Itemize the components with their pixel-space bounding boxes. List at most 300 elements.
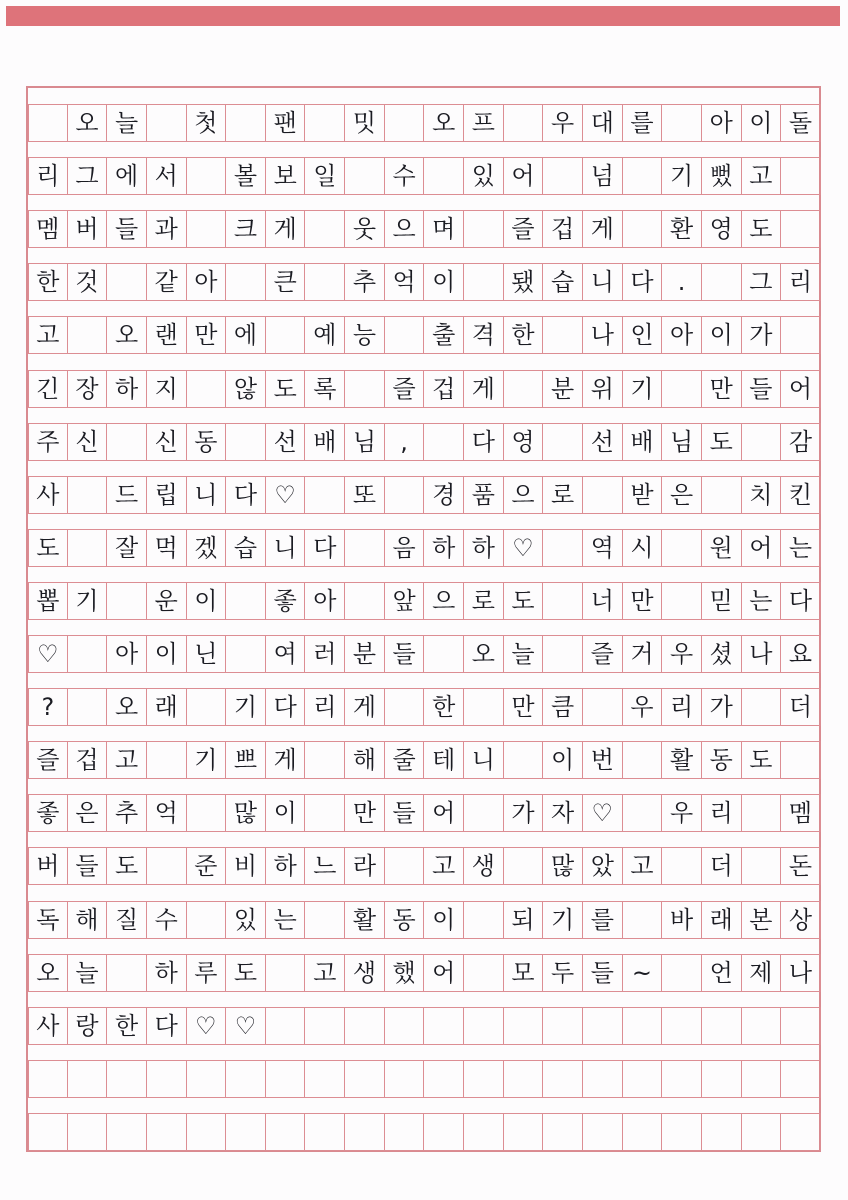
manuscript-cell: 다 — [464, 423, 504, 461]
manuscript-cell: 쁘 — [226, 741, 266, 779]
manuscript-row — [28, 901, 821, 939]
manuscript-cell: 같 — [147, 263, 187, 301]
manuscript-cell: 겠 — [187, 529, 227, 567]
manuscript-cell: 활 — [345, 901, 385, 939]
manuscript-cell: 이 — [424, 901, 464, 939]
manuscript-cell: 돌 — [781, 104, 821, 142]
manuscript-cell — [583, 476, 623, 514]
manuscript-cell: 이 — [187, 582, 227, 620]
manuscript-cell: 가 — [504, 794, 544, 832]
manuscript-cell: 영 — [504, 423, 544, 461]
manuscript-cell: 으 — [424, 582, 464, 620]
manuscript-row — [28, 847, 821, 885]
manuscript-cell: ♡ — [28, 635, 68, 673]
manuscript-cell: 리 — [662, 688, 702, 726]
manuscript-cell: 추 — [345, 263, 385, 301]
manuscript-cell: 느 — [305, 847, 345, 885]
manuscript-cell — [504, 741, 544, 779]
manuscript-cell — [187, 901, 227, 939]
manuscript-cell: 선 — [583, 423, 623, 461]
manuscript-cell: 니 — [464, 741, 504, 779]
manuscript-cell: 시 — [623, 529, 663, 567]
manuscript-cell: 겁 — [424, 370, 464, 408]
manuscript-cell: 는 — [781, 529, 821, 567]
manuscript-cell — [662, 529, 702, 567]
manuscript-cell — [583, 688, 623, 726]
manuscript-cell: 게 — [266, 741, 306, 779]
manuscript-cell: 아 — [662, 316, 702, 354]
manuscript-cell — [147, 847, 187, 885]
manuscript-cell: ♡ — [504, 529, 544, 567]
manuscript-cell: 긴 — [28, 370, 68, 408]
manuscript-cell: 고 — [28, 316, 68, 354]
manuscript-cell: 립 — [147, 476, 187, 514]
manuscript-cell — [623, 210, 663, 248]
manuscript-cell: . — [662, 263, 702, 301]
manuscript-cell — [147, 104, 187, 142]
manuscript-cell — [68, 1060, 108, 1098]
manuscript-cell — [226, 1060, 266, 1098]
manuscript-cell: 만 — [623, 582, 663, 620]
manuscript-cell: 그 — [68, 157, 108, 195]
manuscript-cell — [662, 847, 702, 885]
manuscript-cell — [742, 423, 782, 461]
manuscript-cell: 늘 — [504, 635, 544, 673]
manuscript-cell — [187, 688, 227, 726]
manuscript-cell: 품 — [464, 476, 504, 514]
manuscript-cell: 으 — [385, 210, 425, 248]
manuscript-cell: 즐 — [385, 370, 425, 408]
manuscript-cell: 은 — [662, 476, 702, 514]
manuscript-cell: 환 — [662, 210, 702, 248]
manuscript-cell: 니 — [266, 529, 306, 567]
manuscript-cell — [543, 582, 583, 620]
manuscript-cell — [385, 1060, 425, 1098]
manuscript-cell: 이 — [742, 104, 782, 142]
manuscript-cell: 한 — [107, 1007, 147, 1045]
manuscript-cell — [702, 1007, 742, 1045]
manuscript-cell: 가 — [742, 316, 782, 354]
manuscript-cell — [583, 1007, 623, 1045]
manuscript-cell: ♡ — [266, 476, 306, 514]
manuscript-cell: 나 — [583, 316, 623, 354]
manuscript-cell — [345, 1113, 385, 1151]
manuscript-cell: 오 — [28, 954, 68, 992]
manuscript-cell: 다 — [147, 1007, 187, 1045]
manuscript-cell — [345, 1007, 385, 1045]
manuscript-cell — [543, 423, 583, 461]
manuscript-row — [28, 210, 821, 248]
manuscript-cell: 프 — [464, 104, 504, 142]
manuscript-cell: 했 — [385, 954, 425, 992]
manuscript-cell: 늘 — [107, 104, 147, 142]
manuscript-cell — [424, 635, 464, 673]
manuscript-cell — [305, 1060, 345, 1098]
manuscript-cell — [464, 210, 504, 248]
manuscript-cell: 생 — [464, 847, 504, 885]
manuscript-cell: 수 — [385, 157, 425, 195]
manuscript-cell: 게 — [345, 688, 385, 726]
manuscript-cell: 영 — [702, 210, 742, 248]
manuscript-row — [28, 263, 821, 301]
manuscript-cell: 독 — [28, 901, 68, 939]
manuscript-cell: 하 — [107, 370, 147, 408]
manuscript-cell — [68, 316, 108, 354]
manuscript-cell — [662, 1113, 702, 1151]
manuscript-cell — [385, 476, 425, 514]
manuscript-cell: 즐 — [28, 741, 68, 779]
manuscript-cell: 들 — [107, 210, 147, 248]
manuscript-cell: 습 — [226, 529, 266, 567]
manuscript-cell: 한 — [504, 316, 544, 354]
manuscript-cell: 로 — [543, 476, 583, 514]
manuscript-cell: 믿 — [702, 582, 742, 620]
manuscript-cell: 드 — [107, 476, 147, 514]
manuscript-cell: 를 — [583, 901, 623, 939]
manuscript-cell — [187, 1113, 227, 1151]
manuscript-cell: 억 — [147, 794, 187, 832]
manuscript-cell: 장 — [68, 370, 108, 408]
manuscript-cell: 치 — [742, 476, 782, 514]
manuscript-cell: 지 — [147, 370, 187, 408]
manuscript-cell: 예 — [305, 316, 345, 354]
manuscript-row — [28, 316, 821, 354]
manuscript-cell — [781, 1060, 821, 1098]
manuscript-cell: 되 — [504, 901, 544, 939]
manuscript-cell — [424, 157, 464, 195]
manuscript-cell — [385, 316, 425, 354]
manuscript-cell: 오 — [107, 688, 147, 726]
manuscript-cell: 며 — [424, 210, 464, 248]
manuscript-cell: 팬 — [266, 104, 306, 142]
manuscript-cell: 즐 — [504, 210, 544, 248]
manuscript-cell: 분 — [543, 370, 583, 408]
manuscript-cell: 하 — [266, 847, 306, 885]
manuscript-cell — [107, 1113, 147, 1151]
manuscript-cell: 볼 — [226, 157, 266, 195]
manuscript-cell — [623, 1060, 663, 1098]
manuscript-cell — [147, 741, 187, 779]
manuscript-cell: 기 — [623, 370, 663, 408]
manuscript-cell — [623, 741, 663, 779]
manuscript-cell — [345, 370, 385, 408]
manuscript-cell — [504, 1113, 544, 1151]
manuscript-cell: 이 — [424, 263, 464, 301]
manuscript-cell: 아 — [702, 104, 742, 142]
manuscript-cell: 신 — [68, 423, 108, 461]
manuscript-cell: 이 — [702, 316, 742, 354]
manuscript-cell: 능 — [345, 316, 385, 354]
manuscript-cell: 수 — [147, 901, 187, 939]
manuscript-cell — [385, 104, 425, 142]
manuscript-cell: 만 — [187, 316, 227, 354]
manuscript-row — [28, 635, 821, 673]
manuscript-cell: 셨 — [702, 635, 742, 673]
manuscript-cell: 들 — [385, 794, 425, 832]
manuscript-cell: 주 — [28, 423, 68, 461]
manuscript-cell: 추 — [107, 794, 147, 832]
manuscript-cell — [107, 582, 147, 620]
manuscript-row — [28, 370, 821, 408]
manuscript-cell — [305, 901, 345, 939]
manuscript-cell — [424, 1060, 464, 1098]
manuscript-cell — [305, 1007, 345, 1045]
manuscript-cell: 하 — [464, 529, 504, 567]
manuscript-cell: 니 — [187, 476, 227, 514]
manuscript-cell: ♡ — [226, 1007, 266, 1045]
manuscript-cell: 출 — [424, 316, 464, 354]
manuscript-cell: 고 — [305, 954, 345, 992]
manuscript-cell — [147, 1060, 187, 1098]
manuscript-cell — [226, 423, 266, 461]
manuscript-cell — [187, 210, 227, 248]
manuscript-cell — [504, 1007, 544, 1045]
manuscript-cell — [464, 1007, 504, 1045]
manuscript-cell — [504, 104, 544, 142]
manuscript-cell — [424, 1007, 464, 1045]
manuscript-cell: 배 — [305, 423, 345, 461]
manuscript-cell — [742, 1060, 782, 1098]
manuscript-cell: 먹 — [147, 529, 187, 567]
manuscript-cell: 큰 — [266, 263, 306, 301]
manuscript-cell: 오 — [464, 635, 504, 673]
manuscript-cell: 하 — [424, 529, 464, 567]
manuscript-cell — [543, 635, 583, 673]
manuscript-cell: 아 — [107, 635, 147, 673]
manuscript-cell: 거 — [623, 635, 663, 673]
manuscript-cell: 많 — [226, 794, 266, 832]
manuscript-cell — [305, 794, 345, 832]
manuscript-cell: 감 — [781, 423, 821, 461]
manuscript-cell — [662, 104, 702, 142]
manuscript-cell: 오 — [68, 104, 108, 142]
manuscript-cell: 돈 — [781, 847, 821, 885]
manuscript-cell: 너 — [583, 582, 623, 620]
manuscript-cell: 즐 — [583, 635, 623, 673]
manuscript-cell: 넘 — [583, 157, 623, 195]
manuscript-cell: 하 — [147, 954, 187, 992]
manuscript-cell — [543, 1007, 583, 1045]
manuscript-cell — [583, 1060, 623, 1098]
manuscript-cell: 만 — [345, 794, 385, 832]
manuscript-cell: 도 — [266, 370, 306, 408]
manuscript-cell: 위 — [583, 370, 623, 408]
manuscript-cell: 고 — [742, 157, 782, 195]
manuscript-cell — [781, 1113, 821, 1151]
manuscript-cell: 다 — [305, 529, 345, 567]
manuscript-cell: 로 — [464, 582, 504, 620]
manuscript-cell: 러 — [305, 635, 345, 673]
manuscript-cell: 선 — [266, 423, 306, 461]
manuscript-cell — [781, 741, 821, 779]
manuscript-row — [28, 794, 821, 832]
manuscript-row — [28, 1060, 821, 1098]
manuscript-cell — [504, 847, 544, 885]
manuscript-cell — [583, 1113, 623, 1151]
manuscript-cell: 니 — [583, 263, 623, 301]
manuscript-cell: 에 — [107, 157, 147, 195]
manuscript-cell — [226, 582, 266, 620]
manuscript-cell: 본 — [742, 901, 782, 939]
manuscript-cell — [147, 1113, 187, 1151]
manuscript-cell — [623, 157, 663, 195]
manuscript-cell: 억 — [385, 263, 425, 301]
manuscript-cell: 기 — [68, 582, 108, 620]
manuscript-cell: 도 — [742, 210, 782, 248]
manuscript-cell: 킨 — [781, 476, 821, 514]
manuscript-cell: 좋 — [266, 582, 306, 620]
manuscript-cell: 밋 — [345, 104, 385, 142]
manuscript-cell: 에 — [226, 316, 266, 354]
manuscript-cell: 들 — [68, 847, 108, 885]
manuscript-cell: 버 — [28, 847, 68, 885]
manuscript-cell — [385, 847, 425, 885]
manuscript-cell: 는 — [742, 582, 782, 620]
manuscript-cell: 게 — [464, 370, 504, 408]
manuscript-cell: 배 — [623, 423, 663, 461]
manuscript-cell: 테 — [424, 741, 464, 779]
manuscript-row — [28, 688, 821, 726]
manuscript-cell: 기 — [226, 688, 266, 726]
manuscript-cell — [107, 423, 147, 461]
manuscript-cell — [464, 1060, 504, 1098]
manuscript-cell: 오 — [424, 104, 464, 142]
manuscript-cell — [543, 1113, 583, 1151]
manuscript-cell: 우 — [662, 635, 702, 673]
manuscript-cell — [187, 370, 227, 408]
manuscript-cell — [266, 1060, 306, 1098]
manuscript-cell: 도 — [28, 529, 68, 567]
manuscript-cell: 좋 — [28, 794, 68, 832]
manuscript-cell: 신 — [147, 423, 187, 461]
manuscript-cell — [68, 635, 108, 673]
manuscript-cell: 래 — [147, 688, 187, 726]
manuscript-cell — [28, 1113, 68, 1151]
manuscript-cell: 해 — [68, 901, 108, 939]
manuscript-cell — [543, 157, 583, 195]
manuscript-cell: 는 — [266, 901, 306, 939]
manuscript-cell — [424, 1113, 464, 1151]
manuscript-cell — [623, 1007, 663, 1045]
manuscript-cell: 닌 — [187, 635, 227, 673]
manuscript-cell: 있 — [226, 901, 266, 939]
manuscript-cell: 질 — [107, 901, 147, 939]
manuscript-cell — [107, 263, 147, 301]
manuscript-cell: 줄 — [385, 741, 425, 779]
manuscript-cell — [742, 847, 782, 885]
manuscript-cell — [464, 263, 504, 301]
manuscript-cell — [662, 1007, 702, 1045]
manuscript-cell — [662, 1060, 702, 1098]
manuscript-cell: 많 — [543, 847, 583, 885]
manuscript-cell: 바 — [662, 901, 702, 939]
manuscript-cell — [68, 1113, 108, 1151]
manuscript-cell — [345, 1060, 385, 1098]
manuscript-cell: , — [385, 423, 425, 461]
manuscript-cell: 고 — [623, 847, 663, 885]
manuscript-cell: 생 — [345, 954, 385, 992]
manuscript-cell — [543, 1060, 583, 1098]
manuscript-cell: 요 — [781, 635, 821, 673]
manuscript-cell — [781, 1007, 821, 1045]
manuscript-cell: 잘 — [107, 529, 147, 567]
manuscript-cell: 어 — [781, 370, 821, 408]
manuscript-cell: 우 — [543, 104, 583, 142]
manuscript-cell: 것 — [68, 263, 108, 301]
manuscript-cell: 았 — [583, 847, 623, 885]
manuscript-cell: 겁 — [68, 741, 108, 779]
manuscript-cell — [187, 157, 227, 195]
manuscript-cell: 라 — [345, 847, 385, 885]
manuscript-cell — [266, 1113, 306, 1151]
manuscript-cell: 고 — [107, 741, 147, 779]
manuscript-cell — [68, 688, 108, 726]
manuscript-cell: 이 — [147, 635, 187, 673]
manuscript-cell — [702, 263, 742, 301]
manuscript-cell: 한 — [28, 263, 68, 301]
manuscript-cell — [266, 1007, 306, 1045]
manuscript-cell: 랜 — [147, 316, 187, 354]
manuscript-cell — [742, 1113, 782, 1151]
manuscript-cell — [662, 370, 702, 408]
manuscript-cell: 원 — [702, 529, 742, 567]
manuscript-cell: 이 — [543, 741, 583, 779]
manuscript-row — [28, 954, 821, 992]
manuscript-cell — [305, 1113, 345, 1151]
manuscript-cell — [385, 688, 425, 726]
manuscript-cell — [187, 794, 227, 832]
manuscript-cell — [345, 582, 385, 620]
manuscript-cell: 를 — [623, 104, 663, 142]
manuscript-cell: 만 — [702, 370, 742, 408]
manuscript-cell: 격 — [464, 316, 504, 354]
manuscript-cell: 아 — [305, 582, 345, 620]
manuscript-cell — [68, 529, 108, 567]
manuscript-cell — [464, 954, 504, 992]
manuscript-cell: 버 — [68, 210, 108, 248]
manuscript-cell — [543, 316, 583, 354]
manuscript-cell: 다 — [623, 263, 663, 301]
manuscript-cell: 활 — [662, 741, 702, 779]
manuscript-cell — [345, 529, 385, 567]
manuscript-cell: 들 — [385, 635, 425, 673]
manuscript-cell: 음 — [385, 529, 425, 567]
manuscript-cell: 게 — [266, 210, 306, 248]
manuscript-cell: 루 — [187, 954, 227, 992]
manuscript-cell — [226, 1113, 266, 1151]
manuscript-cell: 두 — [543, 954, 583, 992]
manuscript-cell — [702, 476, 742, 514]
manuscript-cell — [742, 1007, 782, 1045]
header-band — [6, 6, 840, 26]
manuscript-cell — [623, 901, 663, 939]
manuscript-cell: 나 — [742, 635, 782, 673]
manuscript-cell: 해 — [345, 741, 385, 779]
manuscript-cell: 님 — [345, 423, 385, 461]
manuscript-cell: 분 — [345, 635, 385, 673]
manuscript-cell: ? — [28, 688, 68, 726]
manuscript-cell: 크 — [226, 210, 266, 248]
manuscript-cell: 다 — [266, 688, 306, 726]
manuscript-cell — [305, 104, 345, 142]
manuscript-cell — [266, 954, 306, 992]
manuscript-cell: 어 — [424, 954, 464, 992]
manuscript-cell: 모 — [504, 954, 544, 992]
manuscript-cell — [623, 794, 663, 832]
manuscript-cell: ♡ — [583, 794, 623, 832]
manuscript-cell: 기 — [543, 901, 583, 939]
manuscript-cell: 이 — [266, 794, 306, 832]
